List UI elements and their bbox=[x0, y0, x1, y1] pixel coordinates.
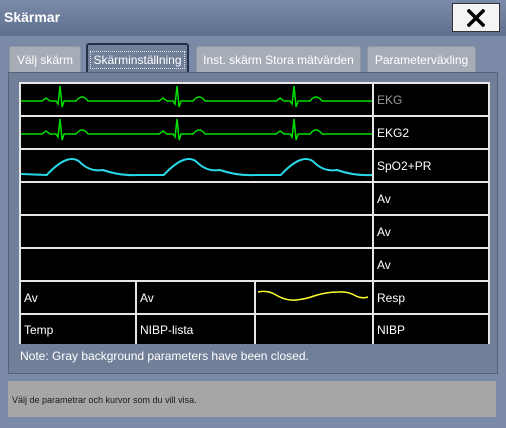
close-icon bbox=[467, 9, 485, 27]
waveform-label-text: EKG2 bbox=[377, 125, 410, 140]
param-label-nibp[interactable] bbox=[374, 315, 488, 344]
waveform-label-off-1[interactable] bbox=[374, 183, 488, 214]
waveform-label-text: EKG bbox=[377, 92, 403, 107]
waveform-slot-empty-1[interactable] bbox=[21, 183, 372, 214]
tab-inst-skarm-stora-matvarden[interactable] bbox=[196, 46, 361, 72]
ekg2-waveform bbox=[21, 117, 372, 148]
status-text: Välj de parametrar och kurvor som du vill visa. bbox=[12, 395, 197, 405]
tab-parametervaxling[interactable] bbox=[367, 46, 476, 72]
waveform-label-ekg2[interactable] bbox=[374, 117, 488, 148]
param-label: NIBP-lista bbox=[140, 322, 194, 337]
waveform-label-text: Av bbox=[377, 257, 391, 272]
waveform-slot-empty-2[interactable] bbox=[21, 216, 372, 247]
tab-label: Inst. skärm Stora mätvärden bbox=[203, 52, 354, 67]
param-slot-2[interactable] bbox=[137, 282, 254, 313]
waveform-slot-spo2[interactable] bbox=[21, 150, 372, 181]
tab-label: Skärminställning bbox=[90, 51, 184, 69]
waveform-label-spo2[interactable] bbox=[374, 150, 488, 181]
title-bar bbox=[0, 0, 506, 36]
param-slot-temp[interactable] bbox=[21, 315, 135, 344]
tab-valj-skarm[interactable] bbox=[9, 46, 81, 72]
resp-wave-slot[interactable] bbox=[256, 282, 372, 313]
param-label-resp[interactable] bbox=[374, 282, 488, 313]
param-slot-nibp-list[interactable] bbox=[137, 315, 254, 344]
waveform-label-text: Av bbox=[377, 224, 391, 239]
tab-label: Parameterväxling bbox=[374, 52, 469, 67]
waveform-label-off-3[interactable] bbox=[374, 249, 488, 280]
status-bar bbox=[8, 381, 496, 417]
ekg-waveform bbox=[21, 84, 372, 115]
param-label: Av bbox=[24, 290, 38, 305]
tab-label: Välj skärm bbox=[16, 52, 73, 67]
param-label: Resp bbox=[377, 290, 406, 305]
param-label: NIBP bbox=[377, 322, 406, 337]
note-text: Note: Gray background parameters have been closed. bbox=[20, 349, 309, 363]
waveform-slot-ekg2[interactable] bbox=[21, 117, 372, 148]
spo2-waveform bbox=[21, 150, 372, 181]
waveform-label-text: Av bbox=[377, 191, 391, 206]
param-label: Temp bbox=[24, 322, 54, 337]
screen-layout-grid bbox=[19, 82, 490, 344]
waveform-slot-empty-3[interactable] bbox=[21, 249, 372, 280]
resp-waveform bbox=[256, 282, 372, 313]
waveform-slot-ekg[interactable] bbox=[21, 84, 372, 115]
waveform-label-off-2[interactable] bbox=[374, 216, 488, 247]
waveform-label-ekg[interactable] bbox=[374, 84, 488, 115]
param-slot-1[interactable] bbox=[21, 282, 135, 313]
param-label: Av bbox=[140, 290, 154, 305]
close-button[interactable] bbox=[452, 3, 500, 32]
waveform-label-text: SpO2+PR bbox=[377, 158, 432, 173]
param-slot-empty[interactable] bbox=[256, 315, 372, 344]
tab-skarminstallning[interactable] bbox=[86, 43, 189, 74]
window-title: Skärmar bbox=[4, 9, 61, 25]
